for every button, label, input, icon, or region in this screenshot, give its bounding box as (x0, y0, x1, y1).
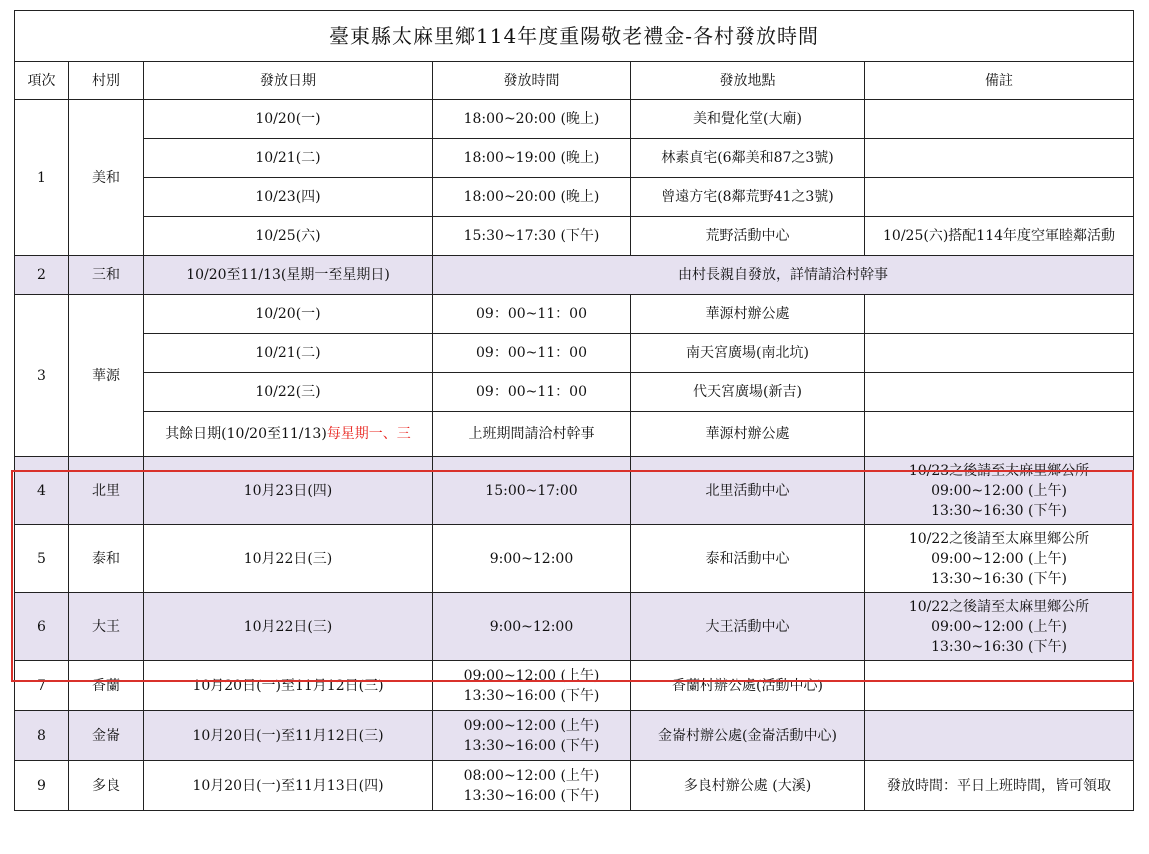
time-line: 09:00~12:00 (上午) (463, 667, 600, 684)
row-number: 1 (15, 100, 69, 256)
row-number: 2 (15, 256, 69, 295)
table-row (15, 525, 1134, 593)
note-cell (865, 525, 1134, 593)
table-row (15, 178, 1134, 217)
time-cell: 9:00~12:00 (433, 593, 631, 661)
table-row (15, 217, 1134, 256)
place-cell: 美和覺化堂(大廟) (631, 100, 865, 139)
note-line: 10/22之後請至太麻里鄉公所 (908, 598, 1090, 615)
note-cell (865, 139, 1134, 178)
date-cell: 10/21(二) (144, 334, 433, 373)
table-row (15, 295, 1134, 334)
place-cell: 南天宮廣場(南北坑) (631, 334, 865, 373)
note-line: 10/23之後請至太麻里鄉公所 (908, 462, 1090, 479)
table-row (15, 100, 1134, 139)
date-cell: 10月23日(四) (144, 457, 433, 525)
note-cell (865, 457, 1134, 525)
table-row (15, 373, 1134, 412)
header-village: 村別 (69, 62, 144, 100)
row-number: 5 (15, 525, 69, 593)
time-cell: 09：00~11：00 (433, 373, 631, 412)
table-row (15, 593, 1134, 661)
place-cell: 華源村辦公處 (631, 295, 865, 334)
time-cell: 18:00~20:00 (晚上) (433, 100, 631, 139)
distribution-schedule-table (14, 10, 1134, 811)
place-cell: 泰和活動中心 (631, 525, 865, 593)
note-cell (865, 334, 1134, 373)
date-cell: 10/22(三) (144, 373, 433, 412)
date-cell (144, 412, 433, 457)
time-cell (433, 661, 631, 711)
table-row (15, 256, 1134, 295)
place-cell: 香蘭村辦公處(活動中心) (631, 661, 865, 711)
village-name: 大王 (69, 593, 144, 661)
date-cell: 10/20至11/13(星期一至星期日) (144, 256, 433, 295)
table-row (15, 412, 1134, 457)
note-line: 09:00~12:00 (上午) (931, 482, 1067, 499)
row-number: 9 (15, 761, 69, 811)
date-cell: 10/20(一) (144, 295, 433, 334)
merged-info-cell: 由村長親自發放，詳情請洽村幹事 (433, 256, 1134, 295)
note-line: 13:30~16:30 (下午) (931, 638, 1067, 655)
weekday-highlight: 每星期一、三 (326, 426, 411, 442)
time-cell: 18:00~20:00 (晚上) (433, 178, 631, 217)
header-date: 發放日期 (144, 62, 433, 100)
time-line: 13:30~16:00 (下午) (463, 687, 600, 704)
village-name: 三和 (69, 256, 144, 295)
note-cell (865, 295, 1134, 334)
row-number: 6 (15, 593, 69, 661)
time-cell: 15:00~17:00 (433, 457, 631, 525)
date-cell: 10/25(六) (144, 217, 433, 256)
date-cell: 10/20(一) (144, 100, 433, 139)
time-line: 13:30~16:00 (下午) (463, 737, 600, 754)
time-cell: 09：00~11：00 (433, 295, 631, 334)
date-prefix: 其餘日期(10/20至11/13) (165, 426, 327, 442)
row-number: 8 (15, 711, 69, 761)
note-cell (865, 178, 1134, 217)
village-name: 多良 (69, 761, 144, 811)
date-cell: 10月22日(三) (144, 525, 433, 593)
time-line: 09:00~12:00 (上午) (463, 717, 600, 734)
village-name: 泰和 (69, 525, 144, 593)
village-name: 金崙 (69, 711, 144, 761)
header-place: 發放地點 (631, 62, 865, 100)
note-cell: 10/25(六)搭配114年度空軍睦鄰活動 (865, 217, 1134, 256)
time-cell: 15:30~17:30 (下午) (433, 217, 631, 256)
row-number: 4 (15, 457, 69, 525)
header-no: 項次 (15, 62, 69, 100)
table-row (15, 711, 1134, 761)
place-cell: 曾遠方宅(8鄰荒野41之3號) (631, 178, 865, 217)
place-cell: 荒野活動中心 (631, 217, 865, 256)
note-cell (865, 100, 1134, 139)
note-cell: 發放時間：平日上班時間，皆可領取 (865, 761, 1134, 811)
date-cell: 10月20日(一)至11月12日(三) (144, 661, 433, 711)
place-cell: 大王活動中心 (631, 593, 865, 661)
village-name: 北里 (69, 457, 144, 525)
table-row (15, 457, 1134, 525)
time-line: 13:30~16:00 (下午) (463, 787, 600, 804)
date-cell: 10月20日(一)至11月13日(四) (144, 761, 433, 811)
note-cell (865, 593, 1134, 661)
note-line: 09:00~12:00 (上午) (931, 618, 1067, 635)
note-line: 10/22之後請至太麻里鄉公所 (908, 530, 1090, 547)
note-line: 09:00~12:00 (上午) (931, 550, 1067, 567)
place-cell: 多良村辦公處 (大溪) (631, 761, 865, 811)
date-cell: 10月20日(一)至11月12日(三) (144, 711, 433, 761)
date-cell: 10月22日(三) (144, 593, 433, 661)
note-line: 13:30~16:30 (下午) (931, 502, 1067, 519)
place-cell: 華源村辦公處 (631, 412, 865, 457)
table-row (15, 139, 1134, 178)
place-cell: 金崙村辦公處(金崙活動中心) (631, 711, 865, 761)
table-row (15, 661, 1134, 711)
place-cell: 北里活動中心 (631, 457, 865, 525)
date-cell: 10/21(二) (144, 139, 433, 178)
note-line: 13:30~16:30 (下午) (931, 570, 1067, 587)
note-cell (865, 711, 1134, 761)
header-note: 備註 (865, 62, 1134, 100)
table-title: 臺東縣太麻里鄉114年度重陽敬老禮金-各村發放時間 (15, 11, 1134, 62)
header-time: 發放時間 (433, 62, 631, 100)
time-cell (433, 711, 631, 761)
time-cell (433, 761, 631, 811)
time-cell: 09：00~11：00 (433, 334, 631, 373)
village-name: 香蘭 (69, 661, 144, 711)
note-cell (865, 373, 1134, 412)
village-name: 美和 (69, 100, 144, 256)
time-line: 08:00~12:00 (上午) (463, 767, 600, 784)
time-cell: 18:00~19:00 (晚上) (433, 139, 631, 178)
time-cell: 上班期間請洽村幹事 (433, 412, 631, 457)
note-cell (865, 412, 1134, 457)
place-cell: 代天宮廣場(新吉) (631, 373, 865, 412)
date-cell: 10/23(四) (144, 178, 433, 217)
table-row (15, 334, 1134, 373)
row-number: 3 (15, 295, 69, 457)
time-cell: 9:00~12:00 (433, 525, 631, 593)
row-number: 7 (15, 661, 69, 711)
village-name: 華源 (69, 295, 144, 457)
place-cell: 林素貞宅(6鄰美和87之3號) (631, 139, 865, 178)
note-cell (865, 661, 1134, 711)
table-row (15, 761, 1134, 811)
